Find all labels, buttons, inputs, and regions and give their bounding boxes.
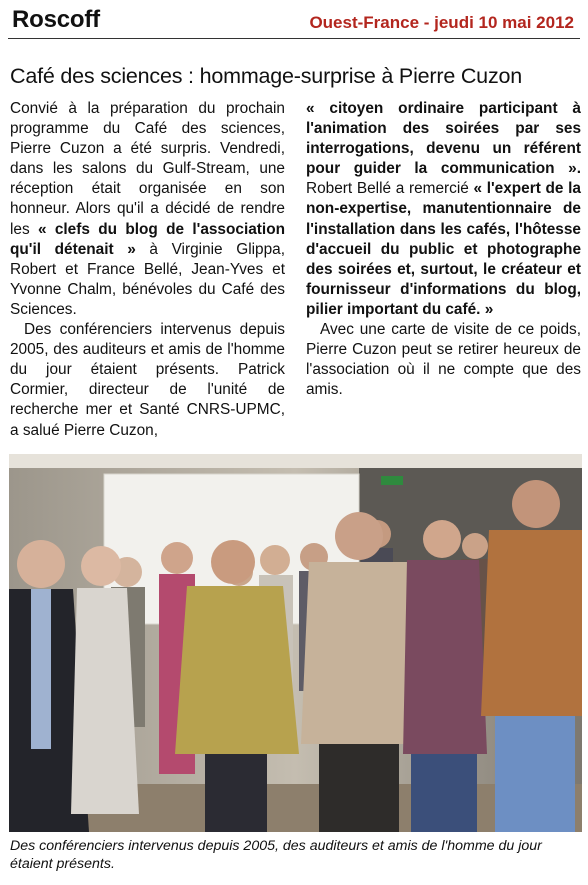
section-city: Roscoff (12, 6, 100, 33)
article-column-right (306, 99, 581, 400)
ceiling (9, 454, 582, 468)
quote-bold: « citoyen ordinaire participant à l'animation des soirées par ses interrogations, devenu un référent pour guider la communication ». (306, 100, 581, 178)
newspaper-date: Ouest-France - jeudi 10 mai 2012 (309, 13, 574, 32)
photo-caption: Des conférenciers intervenus depuis 2005, des auditeurs et amis de l'homme du jour étaient présents. (10, 838, 542, 872)
text-run: Convié à la préparation du prochain programme du Café des sciences, Pierre Cuzon a été surpris. Vendredi, dans les salons du Gulf-Stream, une réception était organisée en son honneur. Alors qu'il a décidé de rendre les (10, 100, 285, 238)
group-photo (9, 454, 582, 832)
exit-sign (381, 476, 403, 485)
article-column-left (10, 99, 285, 441)
paragraph: Des conférenciers intervenus depuis 2005, des auditeurs et amis de l'homme du jour étaient présents. Patrick Cormier, directeur de l'unité de recherche mer et Santé CNRS-UPMC, a salué Pierre Cuzon, (10, 321, 285, 439)
paragraph: Avec une carte de visite de ce poids, Pierre Cuzon peut se retirer heureux de l'association où il ne compte que des amis. (306, 321, 581, 399)
text-run: à Virginie Glippa, Robert et France Bellé, Jean-Yves et Yvonne Chalm, bénévoles du Café des Sciences. (10, 240, 285, 318)
text-run: Robert Bellé a remercié (306, 180, 474, 198)
group-photo-illustration (9, 454, 582, 832)
paragraph (306, 99, 581, 320)
quote-bold: « clefs du blog de l'association qu'il détenait » (10, 220, 285, 258)
quote-bold: « l'expert de la non-expertise, manutentionnaire de l'installation dans les cafés, l'hôtesse d'accueil du public et photographe des soirées et, surtout, le créateur et fournisseur d'informations du blog, pilier important du café. » (306, 180, 581, 318)
paragraph (10, 99, 285, 320)
article-title: Café des sciences : hommage-surprise à Pierre Cuzon (10, 64, 523, 88)
masthead (8, 4, 580, 39)
